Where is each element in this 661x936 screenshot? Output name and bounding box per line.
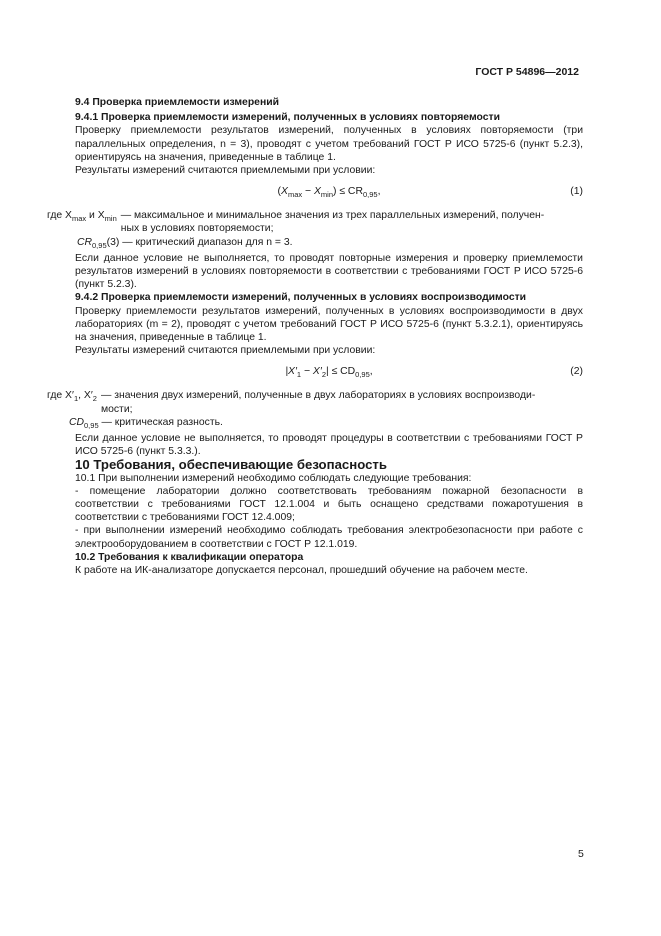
section-9-4-1-title: 9.4.1 Проверка приемлемости измерений, полученных в условиях повторяемости xyxy=(75,112,500,124)
paragraph-9-4-2-c: Если данное условие не выполняется, то проводят процедуры в соответствии с требованиями ГОСТ Р ИСО 5725-6 (пункт 5.3.3.). xyxy=(75,433,583,458)
bullet-10-1-a: - помещение лаборатории должно соответствовать требованиям пожарной безопасности в соответствии с требованиями ГОСТ 12.1.004 и быть оснащено средствами пожаротушения в соответствии с требованиями ГОСТ 12.4.009; xyxy=(75,485,583,524)
paragraph-10-2: К работе на ИК-анализаторе допускается персонал, прошедший обучение на рабочем месте. xyxy=(75,565,528,577)
paragraph-9-4-1-c: Если данное условие не выполняется, то проводят повторные измерения и проверку приемлемости результатов измерений в условиях повторяемости в соответствии с требованиями ГОСТ Р ИСО 5725-6 (пункт 5.2.3). xyxy=(75,252,583,291)
section-10-2-title: 10.2 Требования к квалификации оператора xyxy=(75,551,304,563)
where-1-term: где $X_{max}$ и $X_{min}$ xyxy=(47,210,117,224)
where-1 xyxy=(47,209,583,235)
paragraph-10-1: 10.1 При выполнении измерений необходимо соблюдать следующие требования: xyxy=(75,472,472,484)
formula-2-number: (2) xyxy=(570,366,583,378)
standard-header: ГОСТ Р 54896—2012 xyxy=(475,66,579,78)
bullet-10-1-b: - при выполнении измерений необходимо соблюдать требования электробезопасности при работе с электрооборудованием в соответствии с ГОСТ Р 12.1.019. xyxy=(75,525,583,550)
formula-1 xyxy=(75,185,583,203)
cr-definition: $CR_{0,95}(3)$ — критический диапазон для n = 3. xyxy=(77,236,293,250)
section-10-title: 10 Требования, обеспечивающие безопасность xyxy=(75,457,387,473)
formula-1-number: (1) xyxy=(570,186,583,198)
page-content xyxy=(47,96,583,577)
paragraph-9-4-2-b: Результаты измерений считаются приемлемыми при условии: xyxy=(75,345,376,357)
section-9-4-2-title: 9.4.2 Проверка приемлемости измерений, полученных в условиях воспроизводимости xyxy=(75,292,527,304)
formula-2 xyxy=(75,365,583,383)
where-2 xyxy=(47,389,583,415)
paragraph-9-4-2-a: Проверку приемлемости результатов измерений, полученных в условиях воспроизводимости в двух лабораториях (m = 2), проводят с учетом требований ГОСТ Р ИСО 5725-6 (пункт 5.3.2.1), ориентируясь на значения, приведенные в таблице 1. xyxy=(75,305,583,344)
cd-definition: $CD_{0,95}$ — критическая разность. xyxy=(69,416,223,430)
formula-1-expression: $(X_{max} - X_{min}) \le CR_{0,95}$, xyxy=(277,186,381,200)
where-2-term: где $X'_1$, $X'_2$ xyxy=(47,390,97,404)
formula-2-expression: $|X'_1 - X'_2| \le CD_{0,95}$, xyxy=(285,366,373,380)
paragraph-9-4-1-a: Проверку приемлемости результатов измерений, полученных в условиях повторяемости (три параллельных определения, n = 3), проводят с учетом требований ГОСТ Р ИСО 5725-6 (пункт 5.2.3), ориентируясь на значения, приведенные в таблице 1. xyxy=(75,125,583,163)
paragraph-9-4-1-b: Результаты измерений считаются приемлемыми при условии: xyxy=(75,165,376,177)
page-number: 5 xyxy=(578,848,584,860)
where-1-description: — максимальное и минимальное значения из трех параллельных измерений, получен- ных в условиях повторяемости; xyxy=(120,210,545,235)
section-9-4-title: 9.4 Проверка приемлемости измерений xyxy=(75,97,280,108)
where-2-description: — значения двух измерений, полученные в двух лабораториях в условиях воспроизводи- мости; xyxy=(100,390,536,415)
